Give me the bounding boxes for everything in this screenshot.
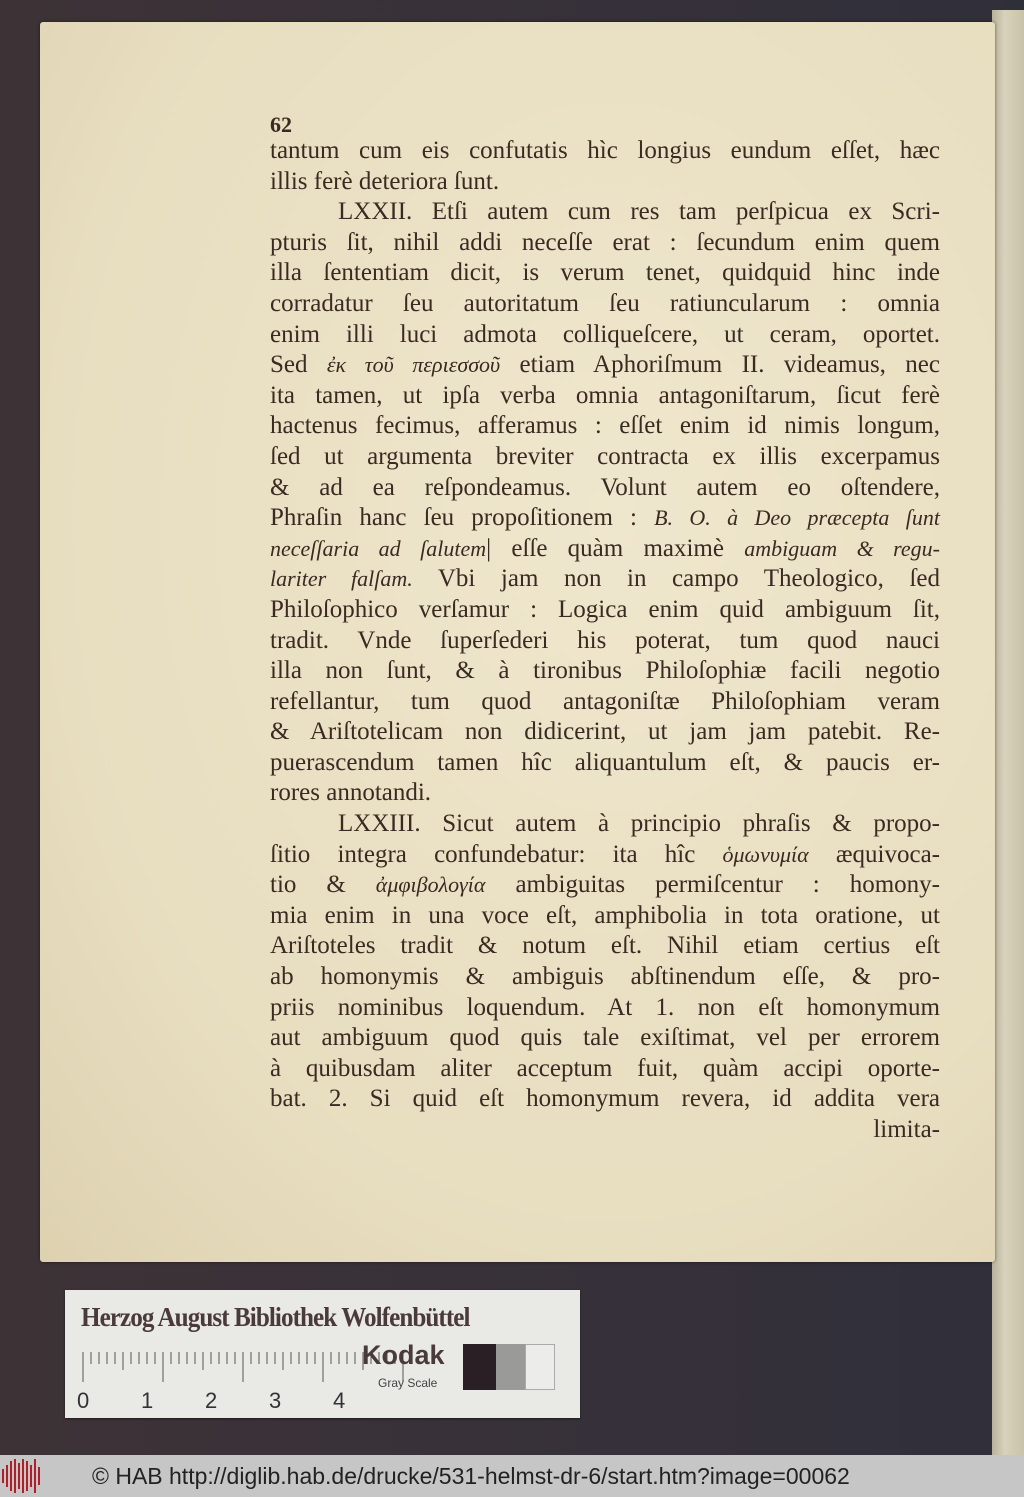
text-line	[270, 717, 940, 748]
text-line	[270, 687, 940, 718]
italic-text: ἐκ τοῦ περιεσσοῦ	[326, 352, 501, 378]
italic-text: ὁμωνυμία	[722, 841, 809, 867]
text-run: tradit. Vnde ſuperſederi his poterat, tum quod nauci	[270, 626, 940, 654]
text-line	[270, 473, 940, 504]
ruler-number: 2	[205, 1388, 218, 1413]
gray-swatch-white	[525, 1344, 555, 1390]
text-run: à quibusdam aliter acceptum fuit, quàm accipi oporte-	[270, 1054, 940, 1082]
text-line	[270, 1115, 940, 1146]
adjacent-page-edge	[992, 10, 1024, 1455]
text-run: ita tamen, ut ipſa verba omnia antagoniſtarum, ſicut ferè	[270, 381, 940, 409]
logo-bar	[30, 1465, 32, 1487]
italic-text: lariter falſam.	[270, 566, 413, 592]
text-line	[270, 411, 940, 442]
text-line	[270, 870, 940, 901]
text-line	[270, 993, 940, 1024]
text-run: tantum cum eis confutatis hìc longius eundum eſſet, hæc	[270, 137, 940, 164]
text-line	[270, 258, 940, 289]
text-line	[270, 1054, 940, 1085]
text-run: illis ferè deteriora ſunt.	[270, 167, 500, 195]
text-line	[270, 656, 940, 687]
text-line	[270, 595, 940, 626]
ruler-number: 0	[77, 1388, 90, 1413]
text-line	[270, 748, 940, 779]
text-run: hactenus fecimus, afferamus : eſſet enim id nimis longum,	[270, 412, 940, 440]
copyright-link[interactable]: © HAB http://diglib.hab.de/drucke/531-helmst-dr-6/start.htm?image=00062	[92, 1463, 850, 1489]
text-run: rores annotandi.	[270, 779, 432, 807]
text-run: Sed	[270, 351, 327, 379]
text-run: illa ſententiam dicit, is verum tenet, quidquid hinc inde	[270, 259, 940, 287]
text-run: ab homonymis & ambiguis abſtinendum eſſe, & pro-	[270, 963, 940, 991]
text-line	[270, 778, 940, 809]
gray-scale-label: Gray Scale	[378, 1376, 438, 1390]
italic-text: ambiguam & regu-	[744, 535, 940, 561]
text-run: bat. 2. Si quid eſt homonymum revera, id addita vera	[270, 1085, 940, 1113]
text-run: ambiguitas permiſcentur : homony-	[485, 871, 940, 899]
text-line	[270, 931, 940, 962]
text-line	[270, 228, 940, 259]
text-run: Ariſtoteles tradit & notum eſt. Nihil etiam certius eſt	[270, 932, 940, 960]
text-line	[270, 350, 940, 381]
text-line	[270, 962, 940, 993]
italic-text: ἀμφιβολογία	[375, 872, 486, 898]
text-line	[270, 320, 940, 351]
text-run: puerascendum tamen hîc aliquantulum eſt, & paucis er-	[270, 748, 940, 776]
text-line	[270, 289, 940, 320]
text-run: Vbi jam non in campo Theologico, ſed	[412, 565, 940, 593]
ruler-number: 4	[333, 1388, 346, 1413]
text-line	[270, 381, 940, 412]
text-run: Phraſin hanc ſeu propoſitionem :	[270, 504, 655, 532]
page-number: 62	[270, 112, 292, 137]
text-run: priis nominibus loquendum. At 1. non eſt homonymum	[270, 993, 940, 1021]
text-run: aut ambiguum quod quis tale exiſtimat, vel per errorem	[270, 1024, 940, 1052]
text-line	[270, 901, 940, 932]
text-run: & ad ea reſpondeamus. Volunt autem eo oſtendere,	[270, 473, 940, 501]
text-run: limita-	[873, 1116, 940, 1143]
italic-text: B. O. à Deo præcepta ſunt	[654, 505, 940, 531]
color-card	[65, 1290, 580, 1418]
text-run: corradatur ſeu autoritatum ſeu ratiuncularum : omnia	[270, 289, 940, 317]
ruler-number: 3	[269, 1388, 282, 1413]
text-run: LXXIII. Sicut autem à principio phraſis & propo-	[338, 810, 940, 838]
text-run: enim illi luci admota colliqueſcere, ut ceram, oportet.	[270, 320, 940, 348]
logo-bar	[6, 1465, 8, 1487]
gray-swatch-black	[463, 1344, 496, 1390]
library-name: Herzog August Bibliothek Wolfenbüttel	[81, 1302, 470, 1332]
text-run: LXXII. Etſi autem cum res tam perſpicua ex Scri-	[338, 198, 940, 226]
ruler-number: 1	[141, 1388, 154, 1413]
text-line	[270, 197, 940, 228]
logo-bar	[18, 1463, 20, 1489]
text-run: ſed ut argumenta breviter contracta ex illis excerpamus	[270, 442, 940, 470]
text-run: etiam Aphoriſmum II. videamus, nec	[500, 351, 940, 379]
italic-text: neceſſaria ad ſalutem	[270, 535, 487, 561]
logo-bar	[38, 1467, 40, 1485]
text-line	[270, 1023, 940, 1054]
hab-logo-icon	[2, 1459, 42, 1493]
text-line	[270, 1084, 940, 1115]
text-run: | eſſe quàm maximè	[486, 534, 745, 562]
page-text	[270, 136, 940, 1146]
footer-bar	[0, 1455, 1024, 1497]
text-line	[270, 167, 940, 198]
text-run: tio &	[270, 871, 376, 899]
text-run: refellantur, tum quod antagoniſtæ Philoſophiam veram	[270, 687, 940, 715]
logo-bar	[34, 1459, 36, 1493]
text-run: ſitio integra confundebatur: ita hîc	[270, 840, 723, 868]
text-line	[270, 442, 940, 473]
logo-bar	[2, 1469, 4, 1483]
text-line	[270, 626, 940, 657]
text-run: illa non ſunt, & à tironibus Philoſophiæ facili negotio	[270, 657, 940, 685]
text-run: & Ariſtotelicam non didicerint, ut jam jam patebit. Re-	[270, 718, 940, 746]
text-line	[270, 809, 940, 840]
gray-swatch-mid	[496, 1344, 525, 1390]
text-run: mia enim in una voce eſt, amphibolia in tota oratione, ut	[270, 901, 940, 929]
text-line	[270, 534, 940, 565]
text-run: Philoſophico verſamur : Logica enim quid ambiguum ſit,	[270, 595, 940, 623]
logo-bar	[14, 1459, 16, 1493]
logo-bar	[26, 1461, 28, 1491]
text-run: pturis ſit, nihil addi neceſſe erat : ſecundum enim quem	[270, 228, 940, 256]
kodak-label: Kodak	[362, 1340, 445, 1370]
text-line	[270, 840, 940, 871]
text-line	[270, 136, 940, 167]
text-line	[270, 564, 940, 595]
logo-bar	[22, 1459, 24, 1493]
logo-bar	[10, 1461, 12, 1491]
text-run: æquivoca-	[808, 840, 941, 868]
text-line	[270, 503, 940, 534]
